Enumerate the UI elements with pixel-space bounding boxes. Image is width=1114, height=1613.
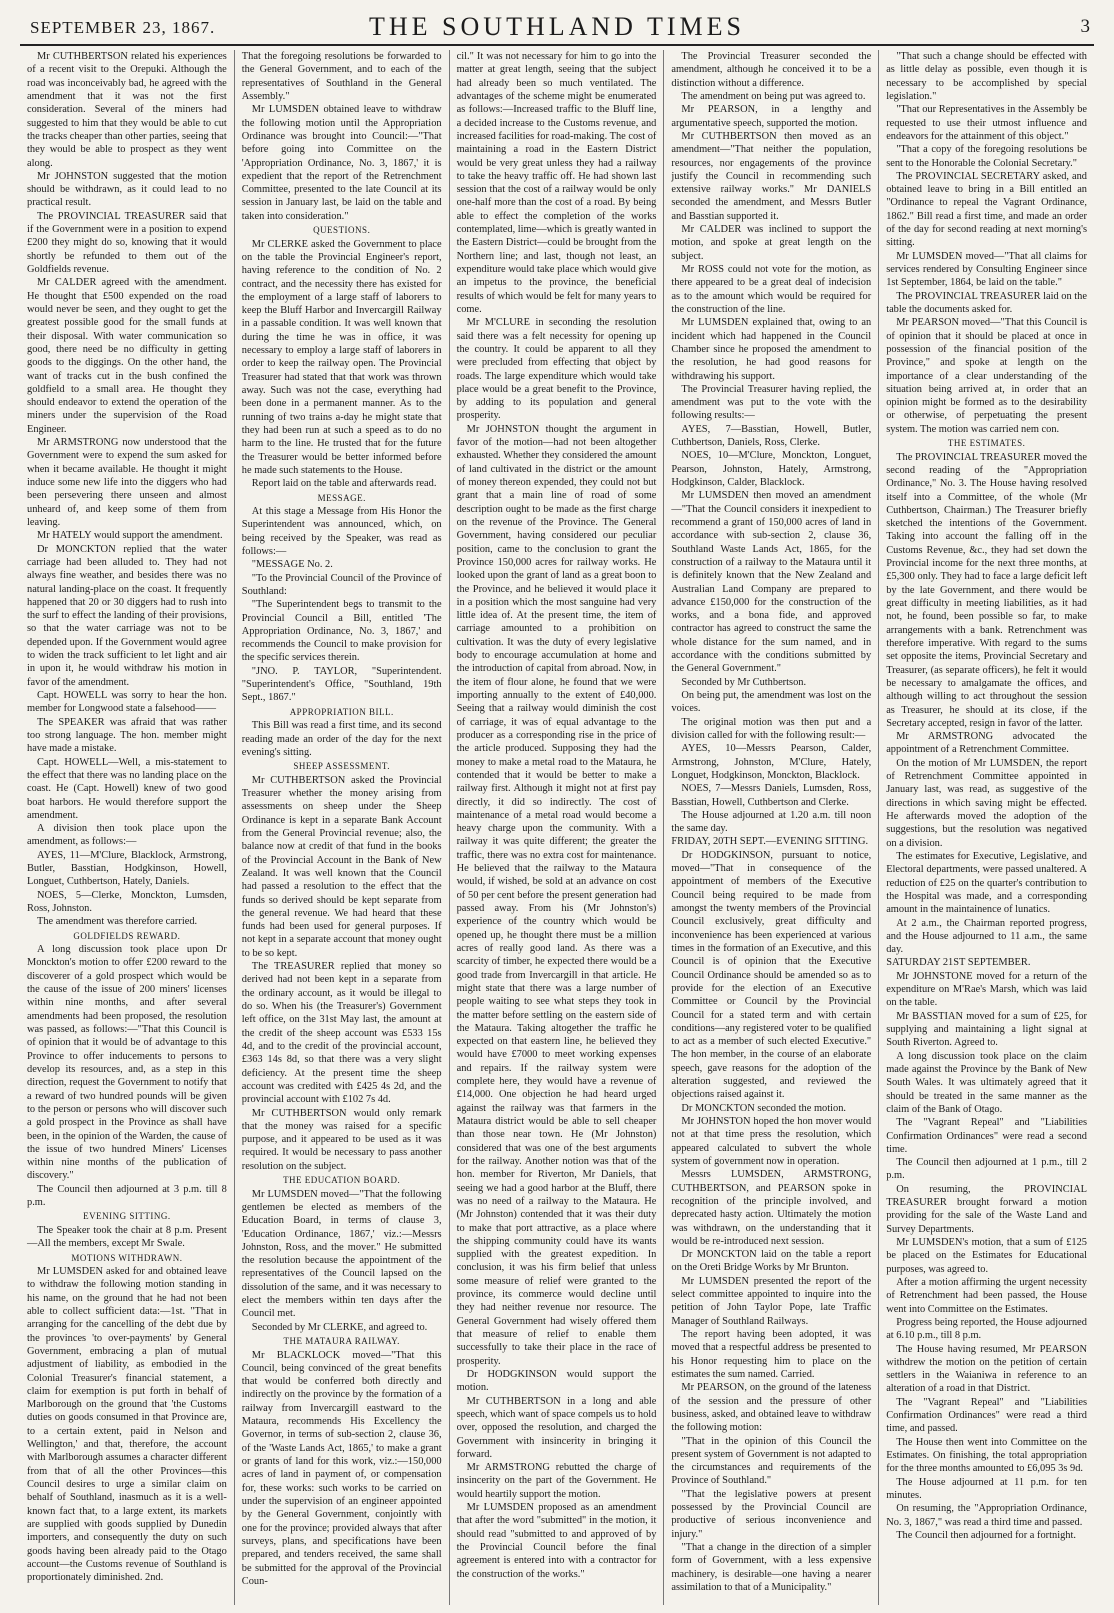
section-heading: THE EDUCATION BOARD.	[283, 1175, 401, 1186]
paragraph: Mr BLACKLOCK moved—"That this Council, being convinced of the great benefits that would be conferred both directly and indirectly on the province by the formation of a railway from Invercargill eastward to the Mataura, recommends His Excellency the Governor, in terms of sub-section 2, clause 36, of the 'Waste Lands Act, 1865,' to make a grant or grants of land for this work, viz.:—150,000 acres of land in payment of, or compensation for, these works: such works to be carried on under the supervision of an engineer appointed by the General Government, conjointly with one for the province; provided always that after surveys, plans, and specifications have been prepared, and tenders received, the same shall be submitted for the approval of the Provincial Coun-	[241, 1349, 442, 1587]
page-number: 3	[1080, 16, 1090, 37]
paragraph: Mr ROSS could not vote for the motion, as there appeared to be a great deal of indecision as to the amount which would be required for the construction of the line.	[671, 264, 872, 315]
paragraph: The amendment was therefore carried.	[37, 916, 198, 928]
paragraph: Mr JOHNSTONE moved for a return of the expenditure on M'Rae's Marsh, which was laid on the table.	[886, 970, 1087, 1009]
paragraph: The House then went into Committee on the Estimates. On finishing, the total appropriation for the three months amounted to £6,095 3s 9d.	[886, 1436, 1087, 1475]
paragraph: "To the Provincial Council of the Province of Southland:	[241, 572, 442, 597]
section-heading: MESSAGE.	[317, 492, 366, 503]
paragraph: Mr CUTHBERTSON related his experiences of a recent visit to the Orepuki. Although the road was inconceivably bad, he agreed with the amendment that it was not the first consideration. Several of the miners had suggested to him that they would be able to cut the tracks cheaper than other parties, seeing that they would be able to prospect as they went along.	[27, 51, 227, 169]
paragraph: The Council then adjourned for a fortnight.	[896, 1529, 1076, 1541]
article-columns	[20, 50, 1094, 1605]
paragraph: "That the legislative powers at present possessed by the Provincial Council are productive of serious inconvenience and injury."	[671, 1488, 872, 1540]
paragraph: Capt. HOWELL—Well, a mis-statement to the effect that there was no landing place on the coast. He (Capt. Howell) knew of two good boat harbors. He would therefore support the amendment.	[27, 756, 227, 821]
paragraph: On the motion of Mr LUMSDEN, the report of Retrenchment Committee appointed in January last, was read, as suggestive of the directions in which saving might be effected. He afterwards moved the adoption of the suggestions, but the resolution was negatived on a division.	[886, 757, 1087, 849]
paragraph: At 2 a.m., the Chairman reported progress, and the House adjourned to 11 a.m., the same day.	[886, 917, 1087, 956]
paragraph: Mr CUTHBERTSON would only remark that the money was raised for a specific purpose, and it appeared to be used as it was required. It would be necessary to pass another resolution on the subject.	[241, 1107, 442, 1172]
section-heading: SHEEP ASSESSMENT.	[293, 761, 390, 772]
paragraph: "That such a change should be effected with as little delay as possible, even though it is necessary to be accomplished by special legislation."	[886, 51, 1087, 102]
section-heading: QUESTIONS.	[313, 225, 371, 236]
paragraph: A long discussion took place on the claim made against the Province by the Bank of New South Wales. It was ultimately agreed that it should be treated in the same manner as the claim of the Bank of Otago.	[886, 1050, 1087, 1115]
paragraph: A division then took place upon the amendment, as follows:—	[27, 823, 227, 848]
paragraph: Mr LUMSDEN asked for and obtained leave to withdraw the following motion standing in his name, on the ground that he had not been able to collect sufficient data:—1st. "That in arranging for the cancelling of the debt due by the provinces 'to over-payments' by General Government, embracing a plan of mutual adjustment of liability, as embodied in the Colonial Treasurer's financial statement, a claim for exemption is put forth in behalf of Marlborough on the ground that 'the Customs duties on goods consumed in that Province are, to a certain extent, paid in Nelson and Wellington,' and that, therefore, the account with Marlborough assumes a character different from that of all the other Provinces—this Council desires to urge a similar claim on behalf of Southland, inasmuch as it is a well-known fact that, to a large extent, its markets are supplied with goods supplied by Dunedin importers, and consequently the duty on such goods having been already paid to the Otago account—the Customs revenue of Southland is proportionately diminished. 2nd.	[27, 1266, 227, 1584]
section-heading: THE ESTIMATES.	[947, 438, 1026, 449]
paragraph: Mr LUMSDEN moved—"That all claims for services rendered by Consulting Engineer since 1st September, 1864, be laid on the table."	[886, 250, 1087, 289]
paragraph: Mr LUMSDEN moved—"That the following gentlemen be elected as members of the Education Board, in terms of clause 3, 'Education Ordinance, 1867,' viz.:—Messrs Johnston, Ross, and the mover." He submitted the resolution because the appointment of the representatives of the Council lapsed on the dissolution of the same, and it was necessary to elect the members within ten days after the Council met.	[241, 1188, 442, 1320]
paragraph: NOES, 5—Clerke, Monckton, Lumsden, Ross, Johnston.	[27, 889, 227, 914]
paragraph: "That a change in the direction of a simpler form of Government, with a less expensive machinery, is desirable—one having a nearer assimilation to that of a Municipality."	[671, 1542, 872, 1593]
paragraph: The PROVINCIAL TREASURER said that if the Government were in a position to expend £200 they might do so, knowing that it would shortly be refunded to them out of the Goldfields revenue.	[27, 210, 227, 275]
section-heading: GOLDFIELDS REWARD.	[73, 930, 181, 941]
paragraph: Mr CALDER agreed with the amendment. He thought that £500 expended on the road would never be seen, and they ought to get the greatest possible good for the small funds at their disposal. With water communication so good, there need be no difficulty in getting goods to the diggings. On the other hand, the want of tracks cut in the bush confined the goldfield to a small area. He thought they should endeavor to extend the operation of the miners under the supervision of the Road Engineer.	[27, 277, 227, 435]
paragraph: "That our Representatives in the Assembly be requested to use their utmost influence and endeavors for the attainment of this object."	[886, 104, 1087, 142]
paragraph: Dr MONCKTON replied that the water carriage had been alluded to. They had not always fine weather, and besides there was no natural landing-place on the coast. It frequently happened that 20 or 30 diggers had to rush into the surf to effect the landing of their provisions, so that the water carriage was not to be depended upon. If the Government would agree to widen the track sufficient to let light and air in upon it, he would withdraw his motion in favor of the amendment.	[27, 543, 227, 688]
paragraph: Mr CUTHBERTSON then moved as an amendment—"That neither the population, resources, nor engagements of the province justify the Council in recommending such extensive railway works." Mr DANIELS seconded the amendment, and Messrs Butler and Basstian supported it.	[671, 130, 872, 222]
paragraph: Mr PEARSON, on the ground of the lateness of the session and the pressure of other business, asked, and obtained leave to withdraw the following motion:	[671, 1382, 872, 1434]
paragraph: The PROVINCIAL TREASURER moved the second reading of the "Appropriation Ordinance," No. 3. The House having resolved itself into a Committee, of the whole (Mr Cuthbertson, Chairman.) The Treasurer briefly sketched the intentions of the Government. Taking into account the falling off in the Customs Revenue, &c., they had set down the Provincial income for the next three months, at £5,300 only. They had to face a large deficit left by the late Government, and there would be great difficulty in meeting liabilities, as it had not, he found, been possible so far, to make arrangements with a bank. Retrenchment was therefore imperative. With regard to the sums set opposite the items, Provincial Secretary and Treasurer, (as separate officers), he felt it would be necessary to amalgamate the offices, and although willing to act throughout the session as Treasurer, he should at its close, if the Secretary accepted, resign in favor of the latter.	[886, 451, 1087, 729]
paragraph: Mr LUMSDEN explained that, owing to an incident which had happened in the Council Chamber since he proposed the amendment to the resolution, he had good reasons for withdrawing his support.	[671, 317, 872, 382]
paragraph: "That in the opinion of this Council the present system of Government is not adapted to the circumstances and requirements of the Province of Southland."	[671, 1435, 872, 1487]
paragraph: Dr HODGKINSON would support the motion.	[456, 1368, 657, 1394]
column-3	[450, 50, 665, 1605]
paragraph: Progress being reported, the House adjourned at 6.10 p.m., till 8 p.m.	[886, 1316, 1087, 1342]
paragraph: cil." It was not necessary for him to go into the matter at great length, seeing that the subject had already been so much ventilated. The advantages of the scheme might be enumerated as follows:—Increased traffic to the Bluff line, a decided increase to the Customs revenue, and increased facilities for road-making. The cost of maintaining a road in the Eastern District would be very great unless they had a railway to take the heavy traffic off. He had shown last session that the cost of a railway would be only one-half more than the cost of a road. By being able to effect the completion of the works contemplated, lime—which is greatly wanted in the Eastern District—could be brought from the Northern line; and last, though not least, an expenditure would take place which would give an impetus to the province, the beneficial results of which would be felt for many years to come.	[456, 51, 657, 315]
paragraph: Mr LUMSDEN obtained leave to withdraw the following motion until the Appropriation Ordinance was brought into Council:—"That before going into Committee on the 'Appropriation Ordinance, No. 3, 1867,' it is expedient that the report of the Retrenchment Committee, presented to the late Council at its session in January last, be laid on the table and taken into consideration."	[241, 104, 442, 222]
paragraph: Report laid on the table and afterwards read.	[251, 478, 437, 490]
paragraph: The House adjourned at 1.20 a.m. till noon the same day.	[671, 809, 872, 835]
paragraph: Capt. HOWELL was sorry to hear the hon. member for Longwood state a falsehood——	[27, 690, 227, 715]
paragraph: Mr PEARSON, in a lengthy and argumentative speech, supported the motion.	[671, 104, 872, 129]
paragraph: Mr CLERKE asked the Government to place on the table the Provincial Engineer's report, having reference to the condition of No. 2 contract, and the necessity there has existed for the employment of a large staff of laborers to keep the Bluff Harbor and Invercargill Railway in a passable condition. It was well known that during the time he was in office, it was necessary to employ a large staff of laborers in order to keep the railway open. The Provincial Treasurer had stated that that work was thrown away. Such was not the case, everything had been done in a permanent manner. As to the running of two trains a-day he might state that they had been run at such a speed as to do no harm to the line. He trusted that for the future the Treasurer would be better informed before he made such statements to the House.	[241, 238, 442, 476]
paragraph: The estimates for Executive, Legislative, and Electoral departments, were passed unaltered. A reduction of £25 on the quarter's contribution to the Hospital was made, and a corresponding amount in the maintainence of lunatics.	[886, 850, 1087, 916]
paragraph: This Bill was read a first time, and its second reading made an order of the day for the next evening's sitting.	[241, 720, 442, 758]
column-4	[664, 50, 879, 1605]
paragraph: Mr CUTHBERTSON in a long and able speech, which want of space compels us to hold over, opposed the resolution, and charged the Government with insincerity in bringing it forward.	[456, 1395, 657, 1460]
paragraph: The Council then adjourned at 1 p.m., till 2 p.m.	[886, 1157, 1087, 1182]
paragraph: NOES, 10—M'Clure, Monckton, Longuet, Pearson, Johnston, Hately, Armstrong, Hodgkinson, Calder, Blacklock.	[671, 450, 872, 488]
paragraph: The "Vagrant Repeal" and "Liabilities Confirmation Ordinances" were read a third time, and passed.	[886, 1396, 1087, 1435]
paragraph: Dr MONCKTON seconded the motion.	[681, 1102, 846, 1114]
paragraph: The Provincial Treasurer seconded the amendment, although he conceived it to be a distinction without a difference.	[671, 51, 872, 89]
paragraph: FRIDAY, 20TH SEPT.—EVENING SITTING.	[671, 836, 869, 848]
paragraph: The "Vagrant Repeal" and "Liabilities Confirmation Ordinances" were read a second time.	[886, 1117, 1087, 1155]
paragraph: That the foregoing resolutions be forwarded to the General Government, and to each of the representatives of Southland in the General Assembly."	[241, 51, 442, 102]
paragraph: "The Superintendent begs to transmit to the Provincial Council a Bill, entitled 'The Appropriation Ordinance, No. 3, 1867,' and recommends the Council to make provision for the specific services therein.	[241, 599, 442, 664]
section-heading: THE MATAURA RAILWAY.	[283, 1336, 400, 1347]
paragraph: The House adjourned at 11 p.m. for ten minutes.	[886, 1476, 1087, 1501]
paragraph: Seconded by Mr Cuthbertson.	[681, 676, 807, 688]
paragraph: The Speaker took the chair at 8 p.m. Present—All the members, except Mr Swale.	[27, 1224, 227, 1250]
paragraph: Seconded by Mr CLERKE, and agreed to.	[251, 1321, 428, 1333]
paragraph: Mr M'CLURE in seconding the resolution said there was a felt necessity for opening up the country. It could be apparent to all they were precluded from effecting that object by roads. The large expenditure which would take place would be a great benefit to the Province, by adding to its population and general prosperity.	[456, 317, 657, 422]
paragraph: Mr ARMSTRONG now understood that the Government were to expend the sum asked for when it became available. He thought it might induce some new life into the diggers who had been persevering there unseen and almost unheard of, and keep some of them from leaving.	[27, 437, 227, 528]
paragraph: The original motion was then put and a division called for with the following result:—	[671, 716, 872, 741]
paragraph: The amendment on being put was agreed to.	[681, 90, 866, 102]
section-heading: APPROPRIATION BILL.	[289, 706, 394, 717]
paragraph: Mr CUTHBERTSON asked the Provincial Treasurer whether the money arising from assessments on sheep under the Sheep Ordinance is kept in a separate Bank Account from the General Provincial revenue; also, the balance now at credit of that fund in the books of the Provincial Account in the Bank of New Zealand. It was well known that the Council had passed a resolution to the effect that the funds so derived should be kept separate from the general revenue. We had heard that these funds had been used for general purposes. If not kept in a separate account that money ought to be so kept.	[241, 774, 442, 959]
paragraph: A long discussion took place upon Dr Monckton's motion to offer £200 reward to the discoverer of a gold prospect which would be the cause of the issue of 200 miners' licenses within nine months, and after several amendments had been proposed, the resolution was passed, as follows:—"That this Council is of opinion that it would be of advantage to this Province to offer inducements to persons to develop its resources, and, as a step in this direction, request the Government to notify that a reward of two hundred pounds will be given to the person or persons who will discover such a gold prospect in the Province as shall have been, in the opinion of the Warden, the cause of the issue of two hundred Miners' Licenses within nine months of the publication of discovery."	[27, 944, 227, 1182]
paragraph: Mr ARMSTRONG rebutted the charge of insincerity on the part of the Government. He would heartily support the motion.	[456, 1462, 657, 1500]
paragraph: The Council then adjourned at 3 p.m. till 8 p.m.	[27, 1183, 227, 1209]
paragraph: Messrs LUMSDEN, ARMSTRONG, CUTHBERTSON, and PEARSON spoke in recognition of the principle involved, and deprecated hasty action. Ultimately the motion was withdrawn, on the understanding that it would be re-introduced next session.	[671, 1169, 872, 1247]
section-heading: MOTIONS WITHDRAWN.	[71, 1252, 183, 1263]
paragraph: Mr HATELY would support the amendment.	[37, 530, 223, 542]
paragraph: On resuming, the "Appropriation Ordinance, No. 3, 1867," was read a third time and passed.	[886, 1503, 1087, 1528]
paragraph: After a motion affirming the urgent necessity of Retrenchment had been passed, the House went into Committee on the Estimates.	[886, 1276, 1087, 1315]
paragraph: The SPEAKER was afraid that was rather too strong language. The hon. member might have made a mistake.	[27, 716, 227, 755]
paragraph: On being put, the amendment was lost on the voices.	[671, 690, 872, 715]
masthead	[20, 10, 1094, 46]
paragraph: Mr BASSTIAN moved for a sum of £25, for supplying and maintaining a light signal at South Riverton. Agreed to.	[886, 1010, 1087, 1049]
paragraph: The report having been adopted, it was moved that a respectful address be presented to his Honor requesting him to place on the estimates the sum named. Carried.	[671, 1329, 872, 1380]
paragraph: The Provincial Treasurer having replied, the amendment was put to the vote with the following results:—	[671, 383, 872, 422]
paragraph: The TREASURER replied that money so derived had not been kept in a separate from the ordinary account, as it would be illegal to do so. When his (the Treasurer's) Government left office, on the 31st May last, the amount at the credit of the sheep account was £533 15s 4d, and to the credit of the provincial account, £363 14s 8d, so that there was a very slight deficiency. At the present time the sheep account was credited with £425 4s 2d, and the provincial account with £102 7s 4d.	[241, 961, 442, 1106]
paragraph: AYES, 7—Basstian, Howell, Butler, Cuthbertson, Daniels, Ross, Clerke.	[671, 423, 872, 449]
paragraph: Dr HODGKINSON, pursuant to notice, moved—"That in consequence of the appointment of members of the Executive Council being required to be made from amongst the twenty members of the Provincial Council exclusively, great difficulty and inconvenience has been experienced at various times in the formation of an Executive, and this Council is of opinion that the Executive Council Ordinance should be amended so as to provide for the election of an Executive Committee or Council by the Provincial Council for a stated term and with certain conditions—any registered voter to be qualified to act as a member of such elected Executive." The hon member, in the course of an elaborate speech, gave reasons for the adoption of the alteration suggested, and reviewed the objections raised against it.	[671, 849, 872, 1101]
column-5	[879, 50, 1094, 1605]
paragraph: Mr JOHNSTON thought the argument in favor of the motion—had not been altogether exhausted. Whether they considered the amount of land cultivated in the district or the amount of money thereon expended, they could not but grant that a main line of road of some description ought to be made as the first charge on the revenue of the Province. The General Government, having considered our peculiar position, came to the conclusion to grant the Province 150,000 acres for railway works. He looked upon the grant of land as a great boon to the Province, and he believed it would place it in a position which the most sanguine had very little idea of. At the present time, the item of carriage amounted to a prohibition on cultivation. It was the duty of every legislative body to encourage accumulation at home and the introduction of capital from abroad. Now, in the item of flour alone, he found that we were importing annually to the extent of £40,000. Seeing that a railway would diminish the cost of carriage, it was of equal advantage to the producer as a corresponding rise in the price of the article produced. Supposing they had the money to make a metal road to the Mataura, he contended that it would be better to make a railway first. Although it might not at first pay directly, it did so indirectly. The cost of maintenance of a metal road would become a heavy charge upon the community. With a railway it was quite different; the greater the traffic, there was no extra cost for maintenance. He believed that the railway to the Mataura would, if wished, be sold at an advance on cost of 50 per cent before the present generation had passed away. From his (Mr Johnston's) experience of the country which would be opened up, he thought there must be a million acres of really good land. As there was a scarcity of timber, he expected there would be a good trade from Invercargill in that article. He might state that there was a large number of people waiting to see what steps they took in the matter before settling on the eastern side of the Mataura. Taking altogether the traffic he expected on that eastern line, he believed they would have £7000 to meet working expenses and repairs. If the railway system were complete here, they would have a revenue of £14,000. One objection he had heard urged against the railway was that farmers in the Mataura district would be able to sell cheaper than those near town. He (Mr Johnston) considered that was one of the best arguments for the railway. Another notion was that of the hon. member for Riverton, Mr Daniels, that seeing we had a good harbor at the Bluff, there was no need of a railway to the Mataura. He (Mr Johnston) contended that it was their duty to make that port attractive, as a place where the shipping community could have its wants supplied with the greatest expedition. In conclusion, it was his firm belief that unless some measure of relief were granted to the province, its commerce would decline until they had neither revenue nor resource. The General Government had wisely offered them that measure of relief to enable them successfully to take their place in the race of prosperity.	[456, 423, 657, 1367]
column-2	[235, 50, 450, 1605]
newspaper-title: THE SOUTHLAND TIMES	[369, 12, 745, 41]
section-heading: EVENING SITTING.	[83, 1211, 171, 1222]
paragraph: Mr LUMSDEN presented the report of the select committee appointed to inquire into the petition of John Taylor Pope, late Traffic Manager of Southland Railways.	[671, 1275, 872, 1327]
paragraph: AYES, 10—Messrs Pearson, Calder, Armstrong, Johnston, M'Clure, Hately, Longuet, Hodgkinson, Monckton, Blacklock.	[671, 743, 872, 781]
paragraph: SATURDAY 21ST SEPTEMBER.	[886, 957, 1031, 969]
column-1	[20, 50, 235, 1605]
paragraph: Dr MONCKTON laid on the table a report on the Oreti Bridge Works by Mr Brunton.	[671, 1249, 872, 1274]
paragraph: Mr ARMSTRONG advocated the appointment of a Retrenchment Committee.	[886, 731, 1087, 756]
paragraph: NOES, 7—Messrs Daniels, Lumsden, Ross, Basstian, Howell, Cuthbertson and Clerke.	[671, 783, 872, 808]
paragraph: "JNO. P. TAYLOR, "Superintendent. "Superintendent's Office, "Southland, 19th Sept., 1867."	[241, 665, 442, 704]
paragraph: Mr PEARSON moved—"That this Council is of opinion that it should be placed at once in possession of the financial position of the Province," and spoke at length on the importance of a clear understanding of the situation being arrived at, in order that an opinion might be formed as to the desirability or otherwise, of perpetuating the present system. The motion was carried nem con.	[886, 317, 1087, 435]
paragraph: The PROVINCIAL TREASURER laid on the table the documents asked for.	[886, 290, 1087, 315]
paragraph: On resuming, the PROVINCIAL TREASURER brought forward a motion providing for the sale of the Waste Land and Survey Departments.	[886, 1183, 1087, 1235]
paragraph: AYES, 11—M'Clure, Blacklock, Armstrong, Butler, Basstian, Hodgkinson, Howell, Longuet, Cuthbertson, Hately, Daniels.	[27, 849, 227, 888]
issue-date: SEPTEMBER 23, 1867.	[30, 18, 216, 37]
paragraph: Mr CALDER was inclined to support the motion, and spoke at great length on the subject.	[671, 224, 872, 262]
paragraph: "MESSAGE No. 2.	[251, 559, 333, 571]
paragraph: Mr JOHNSTON hoped the hon mover would not at that time press the resolution, which appeared calculated to subvert the whole system of government now in operation.	[671, 1116, 872, 1167]
paragraph: Mr JOHNSTON suggested that the motion should be withdrawn, as it could lead to no practical result.	[27, 170, 227, 209]
paragraph: The House having resumed, Mr PEARSON withdrew the motion on the petition of certain settlers in the Waianiwa in reference to an alteration of a road in that District.	[886, 1343, 1087, 1395]
paragraph: "That a copy of the foregoing resolutions be sent to the Honorable the Colonial Secretary."	[886, 144, 1087, 169]
paragraph: The PROVINCIAL SECRETARY asked, and obtained leave to bring in a Bill entitled an "Ordinance to repeal the Vagrant Ordinance, 1862." Bill read a first time, and made an order of the day for second reading at next morning's sitting.	[886, 170, 1087, 249]
paragraph: Mr LUMSDEN proposed as an amendment that after the word "submitted" in the motion, it should read "submitted to and approved of by the Provincial Council before the final agreement is entered into with a contractor for the construction of the works."	[456, 1502, 657, 1580]
paragraph: At this stage a Message from His Honor the Superintendent was announced, which, on being received by the Speaker, was read as follows:—	[241, 506, 442, 557]
paragraph: Mr LUMSDEN then moved an amendment—"That the Council considers it inexpedient to recommend a grant of 150,000 acres of land in accordance with sub-section 2, clause 36, Southland Waste Lands Act, 1865, for the construction of a railway to the Mataura until it is definitely known that the New Zealand and Australian Land Company are prepared to advance £150,000 for the construction of the works, and a bona fide, and approved contractor has agreed to construct the same the whole distance for the sum named, and in accordance with the conditions submitted by the General Government."	[671, 490, 872, 675]
paragraph: Mr LUMSDEN's motion, that a sum of £125 be placed on the Estimates for Educational purposes, was agreed to.	[886, 1237, 1087, 1275]
